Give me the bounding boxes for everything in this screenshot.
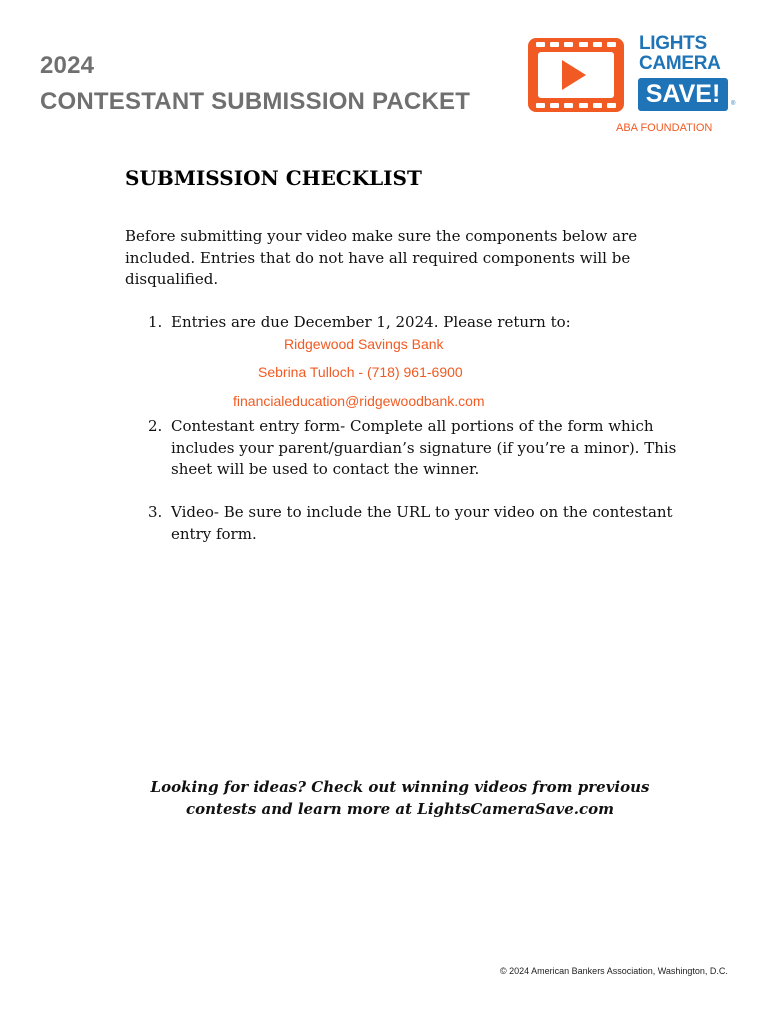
page-title: CONTESTANT SUBMISSION PACKET	[40, 88, 471, 115]
copyright-notice: © 2024 American Bankers Association, Washington, D.C.	[500, 966, 728, 976]
intro-line: included. Entries that do not have all required components will be	[125, 248, 631, 267]
aba-foundation-label: ABA FOUNDATION	[616, 122, 713, 134]
logo-save-box	[638, 78, 728, 111]
item-line: entry form.	[171, 524, 257, 543]
item-number: 1.	[148, 313, 163, 331]
logo-text-camera: CAMERA	[639, 53, 721, 74]
return-bank-name: Ridgewood Savings Bank	[284, 336, 444, 352]
ideas-callout	[100, 776, 700, 820]
header-year: 2024	[40, 52, 95, 79]
item-text	[171, 502, 676, 545]
intro-line: disqualified.	[125, 270, 219, 288]
registered-mark: ®	[731, 101, 736, 107]
checklist-title: SUBMISSION CHECKLIST	[125, 166, 422, 190]
ideas-line: Looking for ideas? Check out winning videos from previous	[150, 778, 650, 796]
item-line: sheet will be used to contact the winner.	[171, 460, 480, 478]
item-number: 3.	[148, 503, 163, 521]
intro-line: Before submitting your video make sure the components below are	[125, 227, 638, 245]
logo-text-save: SAVE!	[645, 80, 721, 108]
item-line: Video- Be sure to include the URL to your video on the contestant	[171, 503, 673, 521]
item-number: 2.	[148, 417, 163, 435]
return-email-link[interactable]: financialeducation@ridgewoodbank.com	[233, 393, 485, 409]
return-contact-person: Sebrina Tulloch - (718) 961-6900	[258, 364, 463, 380]
logo-text-lights: LIGHTS	[639, 33, 707, 54]
lights-camera-save-logo	[528, 34, 740, 138]
checklist-intro	[125, 226, 645, 291]
item-text	[171, 416, 681, 481]
item-line: includes your parent/guardian’s signature (if you’re a minor). This	[171, 438, 677, 457]
ideas-line: contests and learn more at LightsCameraSave.com	[185, 800, 615, 818]
item-line: Contestant entry form- Complete all portions of the form which	[171, 417, 654, 435]
item-text: Entries are due December 1, 2024. Please return to:	[171, 313, 571, 331]
film-play-icon	[528, 38, 624, 112]
